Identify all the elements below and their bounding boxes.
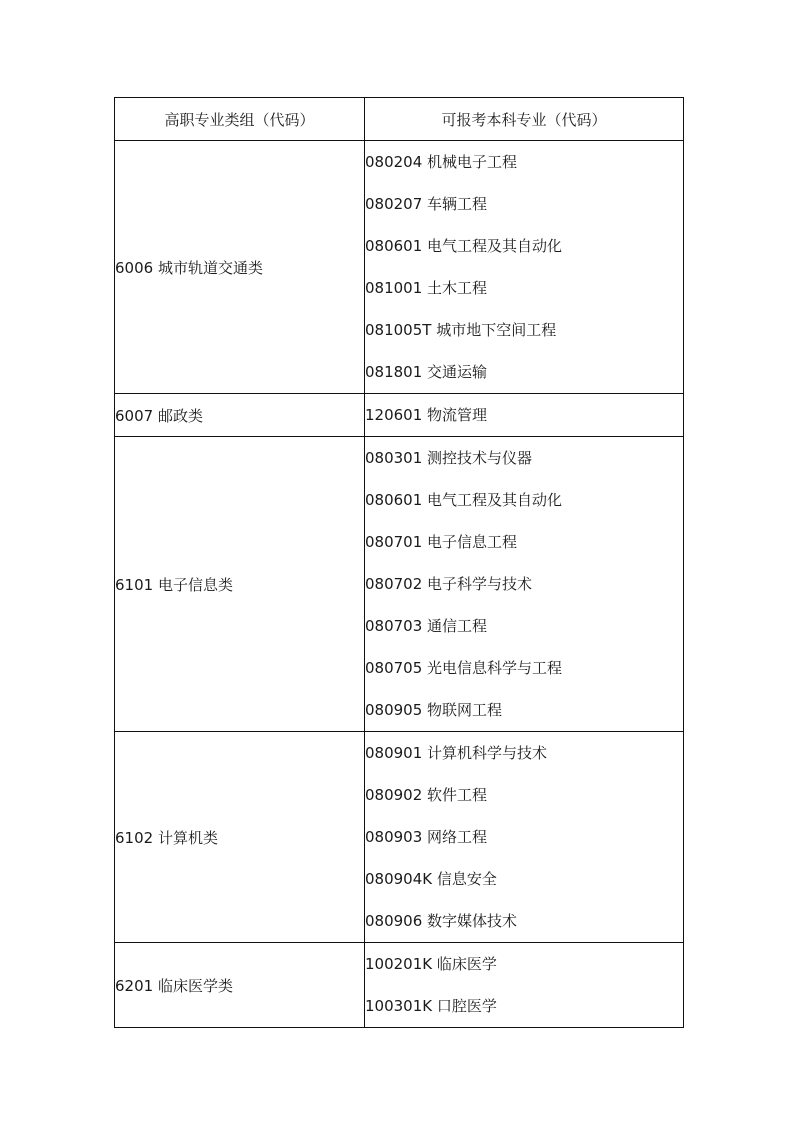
group-cell: 6006 城市轨道交通类 <box>115 141 365 394</box>
majors-cell <box>365 943 684 1028</box>
majors-cell <box>365 437 684 732</box>
major-item: 081001 土木工程 <box>365 279 488 297</box>
major-item: 100301K 口腔医学 <box>365 997 497 1015</box>
major-item: 080901 计算机科学与技术 <box>365 744 548 762</box>
major-item: 080204 机械电子工程 <box>365 153 518 171</box>
major-item: 080902 软件工程 <box>365 786 488 804</box>
major-item: 080601 电气工程及其自动化 <box>365 491 563 509</box>
group-cell: 6201 临床医学类 <box>115 943 365 1028</box>
major-item: 080705 光电信息科学与工程 <box>365 659 563 677</box>
major-item: 080702 电子科学与技术 <box>365 575 533 593</box>
group-cell: 6102 计算机类 <box>115 732 365 943</box>
header-undergrad-majors: 可报考本科专业（代码） <box>365 98 684 141</box>
major-item: 080903 网络工程 <box>365 828 488 846</box>
table-row <box>115 732 684 943</box>
group-cell: 6007 邮政类 <box>115 394 365 437</box>
header-row <box>115 98 684 141</box>
major-item: 081005T 城市地下空间工程 <box>365 321 557 339</box>
header-vocational-group: 高职专业类组（代码） <box>115 98 365 141</box>
major-item: 080301 测控技术与仪器 <box>365 449 533 467</box>
major-item: 080601 电气工程及其自动化 <box>365 237 563 255</box>
major-item: 080703 通信工程 <box>365 617 488 635</box>
majors-cell <box>365 394 684 437</box>
major-item: 081801 交通运输 <box>365 363 488 381</box>
major-item: 100201K 临床医学 <box>365 955 497 973</box>
table-row <box>115 394 684 437</box>
major-item: 080904K 信息安全 <box>365 870 497 888</box>
major-item: 080701 电子信息工程 <box>365 533 518 551</box>
table-row <box>115 437 684 732</box>
major-item: 120601 物流管理 <box>365 406 488 424</box>
major-item: 080905 物联网工程 <box>365 701 503 719</box>
majors-table <box>114 97 684 1028</box>
majors-cell <box>365 141 684 394</box>
major-item: 080906 数字媒体技术 <box>365 912 518 930</box>
majors-cell <box>365 732 684 943</box>
table-row <box>115 943 684 1028</box>
group-cell: 6101 电子信息类 <box>115 437 365 732</box>
major-item: 080207 车辆工程 <box>365 195 488 213</box>
table-row <box>115 141 684 394</box>
